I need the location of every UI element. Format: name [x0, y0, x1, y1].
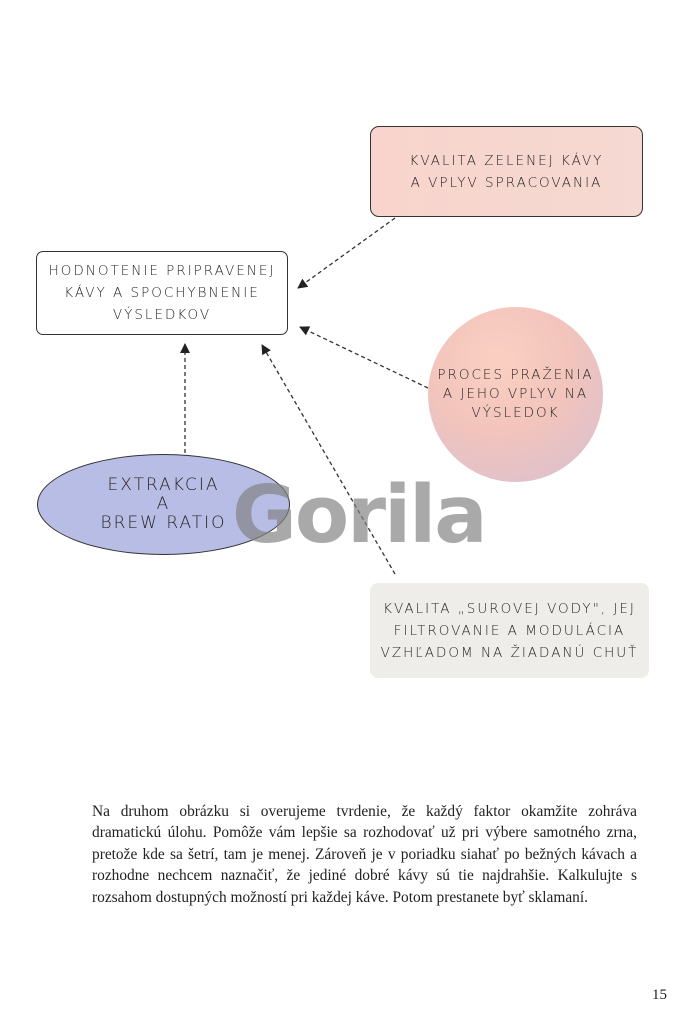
node-extraction-label: EXTRAKCIA A BREW RATIO — [100, 475, 227, 533]
node-green-coffee — [370, 126, 643, 217]
node-evaluation — [36, 251, 288, 335]
node-water — [370, 583, 649, 678]
node-evaluation-label: HODNOTENIE PRIPRAVENEJ KÁVY A SPOCHYBNENIE VÝSLEDKOV — [48, 263, 276, 323]
node-roasting — [428, 307, 603, 482]
arrow-roasting-to-evaluation — [300, 327, 428, 388]
node-green-coffee-label: KVALITA ZELENEJ KÁVY A VPLYV SPRACOVANIA — [409, 152, 604, 191]
body-paragraph: Na druhom obrázku si overujeme tvrdenie, že každý faktor okamžite zohráva dramatickú úlohu. Pomôže vám lepšie sa rozhodovať už pri výbere samotného zrna, pretože kde sa šetrí, tam je menej. Zároveň je v poriadku siahať po bežných kávach a rozhodne nechcem naznačiť, že jediné dobré kávy sú tie najdrahšie. Kalkulujte s rozsahom dostupných možností pri každej káve. Potom prestanete byť sklamaní. — [92, 803, 637, 906]
arrow-green-to-evaluation — [298, 218, 395, 288]
watermark-logo: Gorila — [232, 469, 486, 561]
node-roasting-label: PROCES PRAŽENIA A JEHO VPLYV NA VÝSLEDOK — [437, 367, 594, 421]
node-water-label: KVALITA „SUROVEJ VODY", JEJ FILTROVANIE A MODULÁCIA VZHĽADOM NA ŽIADANÚ CHUŤ — [380, 600, 639, 661]
page-number: 15 — [652, 987, 667, 1003]
